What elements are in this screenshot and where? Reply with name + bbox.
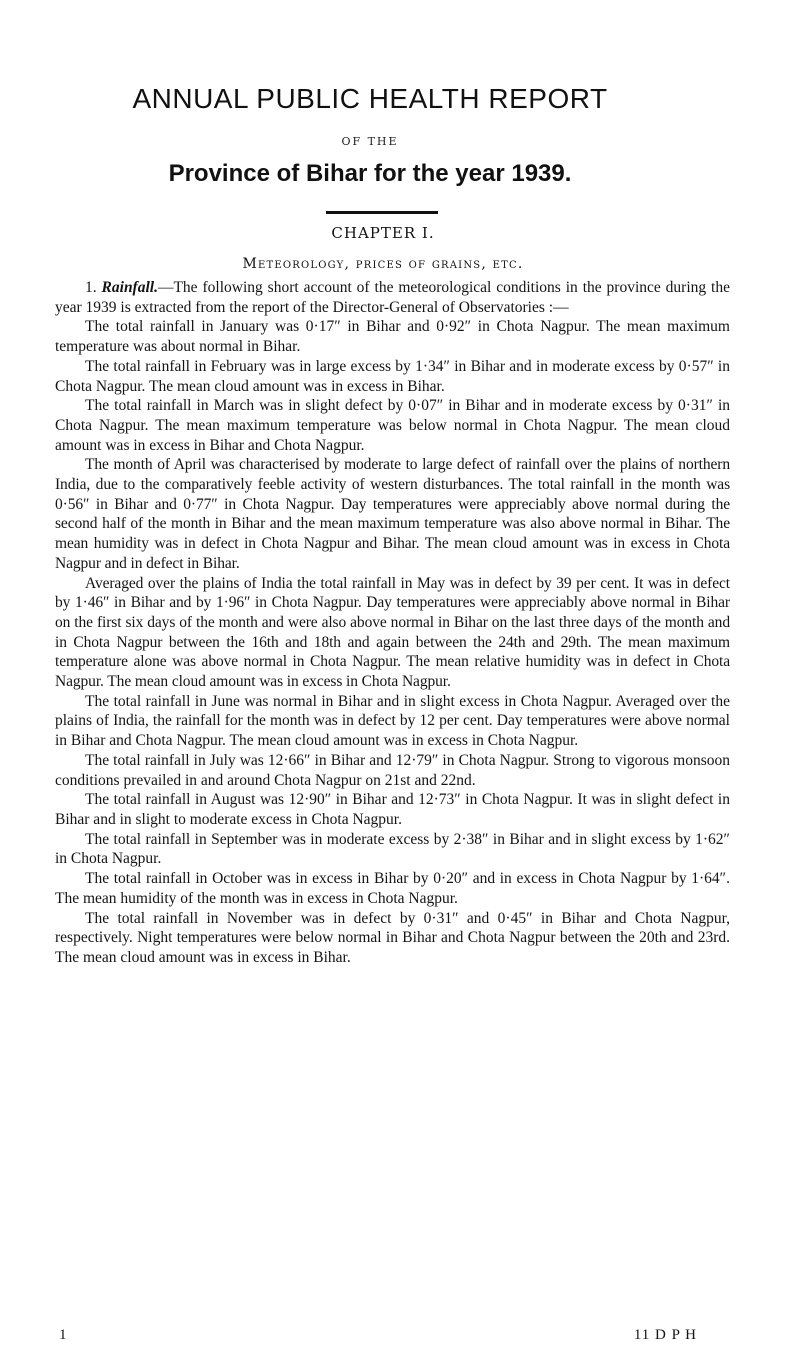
report-of-the: OF THE — [341, 135, 399, 148]
paragraph-august: The total rainfall in August was 12·90″ in Bihar and 12·73″ in Chota Nagpur. It was in slight defect in Bihar and in slight to moderate excess in Chota Nagpur. — [55, 791, 730, 828]
report-subtitle: Province of Bihar for the year 1939. — [168, 160, 572, 187]
section-intro-paragraph — [55, 278, 730, 317]
title-divider — [326, 211, 438, 214]
chapter-label: CHAPTER I. — [331, 224, 435, 242]
paragraph-may: Averaged over the plains of India the total rainfall in May was in defect by 39 per cent. It was in defect by 1·46″ in Bihar and by 1·96″ in Chota Nagpur. Day temperatures were appreciably above normal in Bihar on the first six days of the month and were also above normal in Bihar on the last three days of the month and in Chota Nagpur between the 16th and 18th and again between the 24th and 29th. The mean maximum temperature alone was above normal in Chota Nagpur. The mean relative humidity was in defect in Chota Nagpur. The mean cloud amount was in excess in Chota Nagpur. — [55, 574, 730, 691]
paragraph-september: The total rainfall in September was in moderate excess by 2·38″ in Bihar and in slight excess by 1·62″ in Chota Nagpur. — [55, 830, 730, 868]
paragraph-february: The total rainfall in February was in large excess by 1·34″ in Bihar and in moderate excess by 0·57″ in Chota Nagpur. The mean cloud amount was in excess in Bihar. — [55, 357, 730, 395]
page-number: 1 — [59, 1327, 67, 1343]
section-intro: —The following short account of the meteorological conditions in the province during the year 1939 is extracted from the report of the Director-General of Observatories :— — [55, 279, 730, 316]
report-title: ANNUAL PUBLIC HEALTH REPORT — [132, 83, 608, 114]
printer-code: 11 D P H — [633, 1327, 697, 1343]
section-title: Rainfall. — [101, 279, 158, 296]
paragraph-july: The total rainfall in July was 12·66″ in Bihar and 12·79″ in Chota Nagpur. Strong to vigorous monsoon conditions prevailed in and around Chota Nagpur on 21st and 22nd. — [55, 751, 730, 789]
chapter-heading: Meteorology, prices of grains, etc. — [242, 256, 524, 272]
paragraph-march: The total rainfall in March was in slight defect by 0·07″ in Bihar and in moderate excess by 0·31″ in Chota Nagpur. The mean maximum temperature was below normal in Chota Nagpur. The mean cloud amount was in excess in Bihar and Chota Nagpur. — [55, 397, 730, 454]
report-body — [55, 278, 730, 968]
paragraph-january: The total rainfall in January was 0·17″ in Bihar and 0·92″ in Chota Nagpur. The mean maximum temperature was about normal in Bihar. — [55, 318, 730, 356]
paragraph-june: The total rainfall in June was normal in Bihar and in slight excess in Chota Nagpur. Averaged over the plains of India, the rainfall for the month was in defect by 12 per cent. Day temperatures were above normal in Bihar and Chota Nagpur. The mean cloud amount was in excess in Chota Nagpur. — [55, 692, 730, 750]
paragraph-april: The month of April was characterised by moderate to large defect of rainfall over the plains of northern India, due to the comparatively feeble activity of western disturbances. The total rainfall in the month was 0·56″ in Bihar and 0·77″ in Chota Nagpur. Day temperatures were appreciably above normal during the second half of the month in Bihar and the mean maximum temperature was also above normal in Bihar. The mean humidity was in defect in Chota Nagpur and Bihar. The mean cloud amount was in excess in Chota Nagpur and in defect in Bihar. — [55, 456, 730, 572]
paragraph-november: The total rainfall in November was in defect by 0·31″ and 0·45″ in Bihar and Chota Nagpur, respectively. Night temperatures were below normal in Bihar and Chota Nagpur between the 20th and 23rd. The mean cloud amount was in excess in Bihar. — [55, 909, 730, 966]
section-number: 1. — [85, 279, 97, 296]
paragraph-october: The total rainfall in October was in excess in Bihar by 0·20″ and in excess in Chota Nagpur by 1·64″. The mean humidity of the month was in excess in Chota Nagpur. — [55, 870, 730, 907]
